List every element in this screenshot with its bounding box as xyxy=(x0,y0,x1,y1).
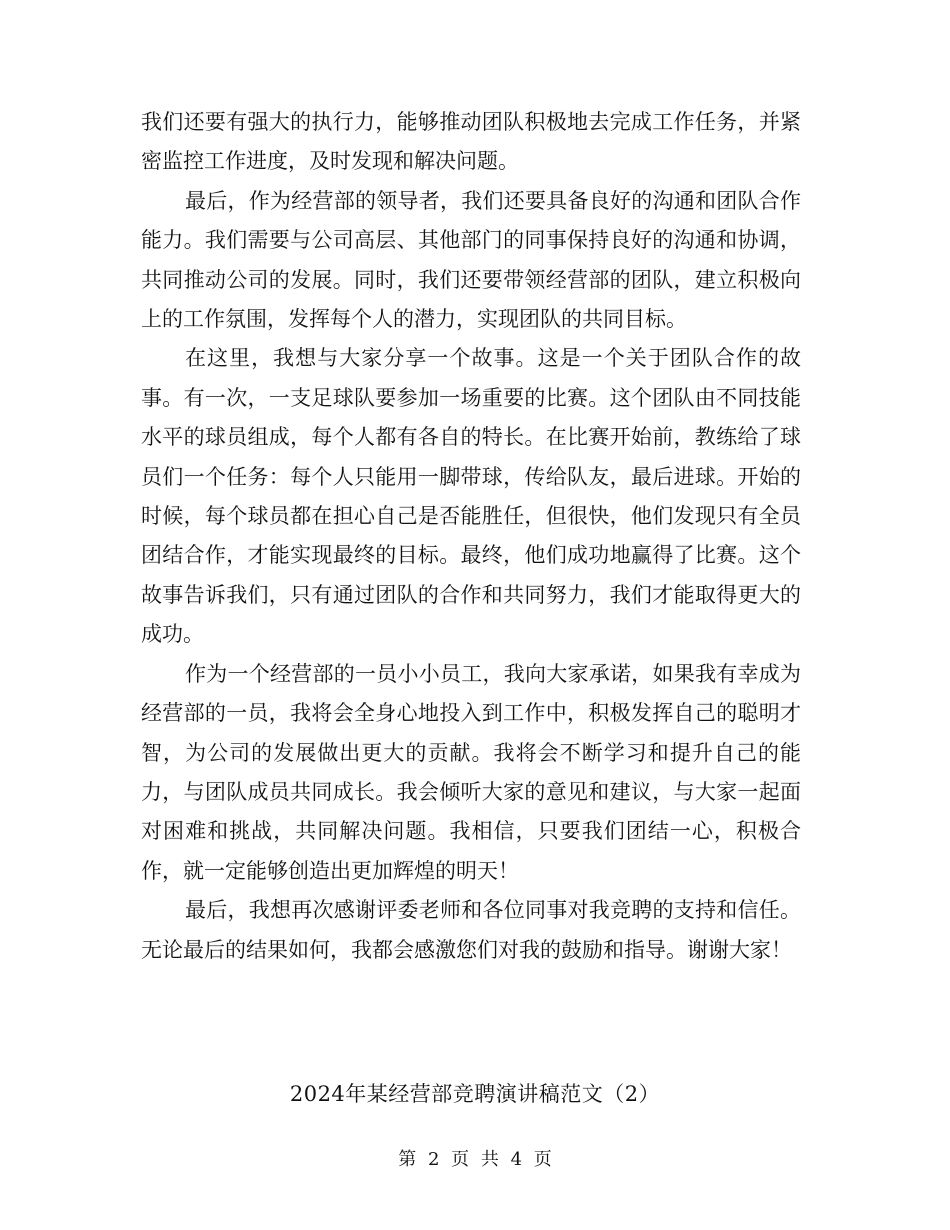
paragraph-commitment: 作为一个经营部的一员小小员工，我向大家承诺，如果我有幸成为经营部的一员，我将会全身心地投入到工作中，积极发挥自己的聪明才智，为公司的发展做出更大的贡献。我将会不断学习和提升自己的能力，与团队成员共同成长。我会倾听大家的意见和建议，与大家一起面对困难和挑战，共同解决问题。我相信，只要我们团结一心，积极合作，就一定能够创造出更加辉煌的明天！ xyxy=(141,661,801,883)
paragraph-team-story: 在这里，我想与大家分享一个故事。这是一个关于团队合作的故事。有一次，一支足球队要参加一场重要的比赛。这个团队由不同技能水平的球员组成，每个人都有各自的特长。在比赛开始前，教练给了球员们一个任务：每个人只能用一脚带球，传给队友，最后进球。开始的时候，每个球员都在担心自己是否能胜任，但很快，他们发现只有全员团结合作，才能实现最终的目标。最终，他们成功地赢得了比赛。这个故事告诉我们，只有通过团队的合作和共同努力，我们才能取得更大的成功。 xyxy=(141,346,801,647)
page-footer xyxy=(0,1146,950,1174)
section-title: 2024年某经营部竞聘演讲稿范文（2） xyxy=(289,1082,661,1106)
paragraph-continuation: 我们还要有强大的执行力，能够推动团队积极地去完成工作任务，并紧密监控工作进度，及时发现和解决问题。 xyxy=(141,110,801,174)
document-body xyxy=(141,103,801,970)
paragraph-communication: 最后，作为经营部的领导者，我们还要具备良好的沟通和团队合作能力。我们需要与公司高层、其他部门的同事保持良好的沟通和协调，共同推动公司的发展。同时，我们还要带领经营部的团队，建立积极向上的工作氛围，发挥每个人的潜力，实现团队的共同目标。 xyxy=(141,188,801,332)
paragraph-thanks: 最后，我想再次感谢评委老师和各位同事对我竞聘的支持和信任。无论最后的结果如何，我都会感激您们对我的鼓励和指导。谢谢大家！ xyxy=(141,898,801,962)
page-number-label: 第 2 页 共 4 页 xyxy=(398,1149,552,1170)
